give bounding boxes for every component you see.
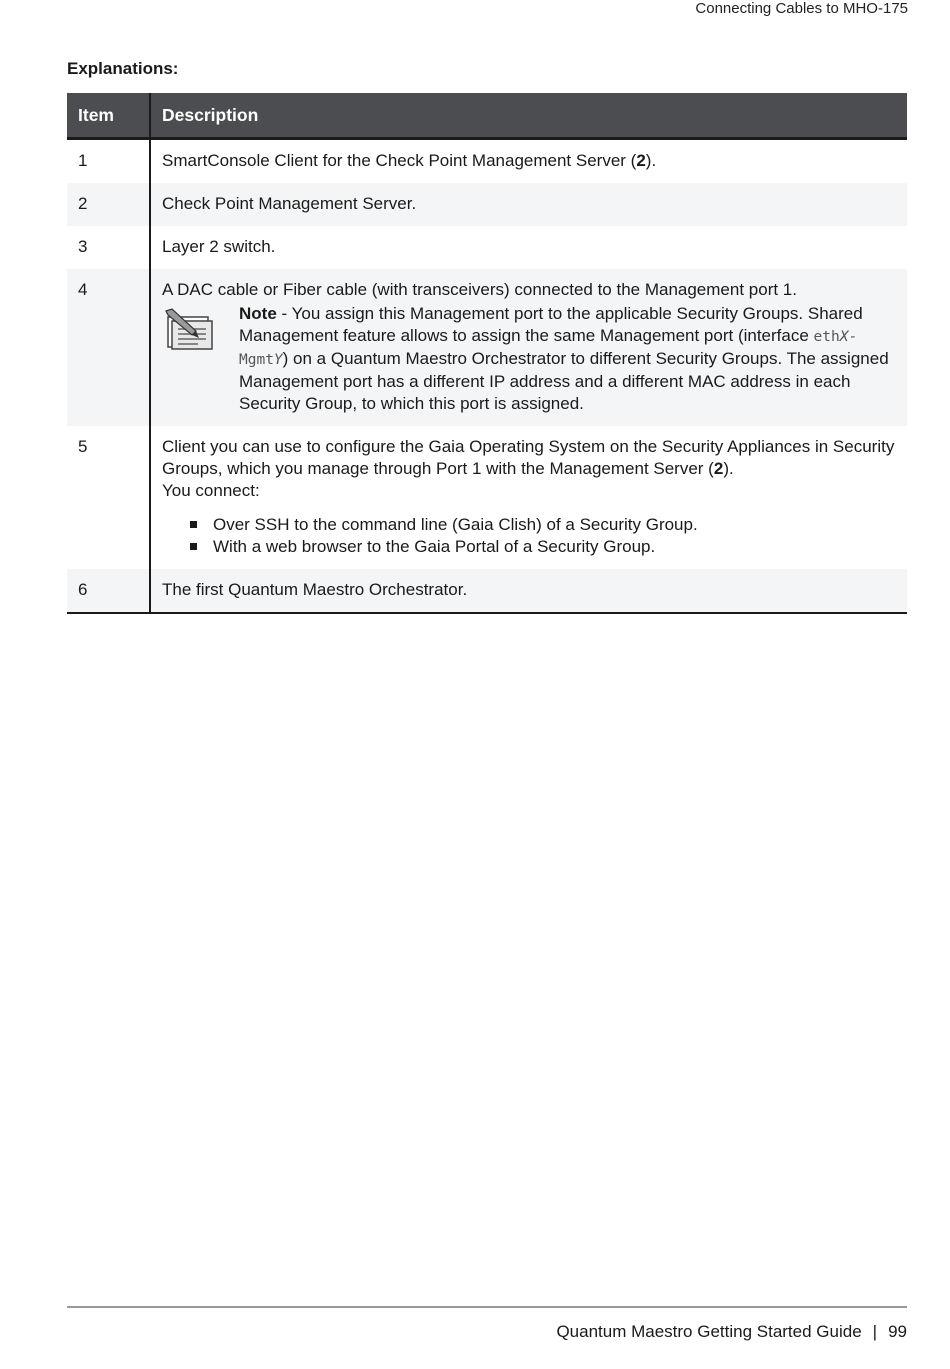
list-item: With a web browser to the Gaia Portal of a Security Group.	[190, 536, 896, 558]
list-item: Over SSH to the command line (Gaia Clish) of a Security Group.	[190, 514, 896, 536]
item-description-text: A DAC cable or Fiber cable (with transceivers) connected to the Management port 1.	[162, 280, 797, 299]
interface-name: ethX-MgmtY	[239, 329, 858, 368]
item-description	[150, 426, 907, 569]
item-description	[150, 269, 907, 426]
page-number: 99	[888, 1322, 907, 1341]
note-label: Note	[239, 304, 277, 323]
item-number: 4	[67, 269, 150, 426]
item-description: The first Quantum Maestro Orchestrator.	[150, 569, 907, 613]
table-row	[67, 269, 907, 426]
item-number: 6	[67, 569, 150, 613]
item-description: Layer 2 switch.	[162, 237, 276, 256]
explanations-table	[67, 93, 907, 614]
item-number: 2	[67, 183, 150, 226]
note-text: Note - You assign this Management port to the applicable Security Groups. Shared Management feature allows to assign the same Management port (interface ethX-MgmtY) on a Quantum Maestro Orchestrator to different Security Groups. The assigned Management port has a different IP address and a different MAC address in each Security Group, to which this port is assigned.	[239, 304, 889, 413]
item-number: 1	[67, 139, 150, 184]
column-header-item: Item	[67, 93, 150, 139]
running-header: Connecting Cables to MHO-175	[695, 0, 908, 17]
footer-divider	[67, 1306, 907, 1308]
column-header-description: Description	[150, 93, 907, 139]
table-row	[67, 226, 907, 269]
guide-title: Quantum Maestro Getting Started Guide	[556, 1322, 862, 1341]
section-title: Explanations:	[67, 59, 179, 78]
table-row	[67, 139, 907, 184]
table-row	[67, 426, 907, 569]
item-description-text: Client you can use to configure the Gaia Operating System on the Security Appliances in Security Groups, which you manage through Port 1 with the Management Server (2).	[162, 437, 895, 478]
table-header-row	[67, 93, 907, 139]
item-number: 3	[67, 226, 150, 269]
bullet-list	[162, 514, 896, 558]
note-pencil-icon	[162, 307, 214, 351]
note-block	[162, 303, 896, 415]
item-description: SmartConsole Client for the Check Point Management Server (2).	[162, 151, 657, 170]
footer-separator: |	[872, 1322, 878, 1341]
table-row	[67, 569, 907, 613]
item-description-line: You connect:	[162, 481, 260, 500]
table-row	[67, 183, 907, 226]
item-number: 5	[67, 426, 150, 569]
item-description: Check Point Management Server.	[150, 183, 907, 226]
page-footer	[556, 1322, 907, 1342]
